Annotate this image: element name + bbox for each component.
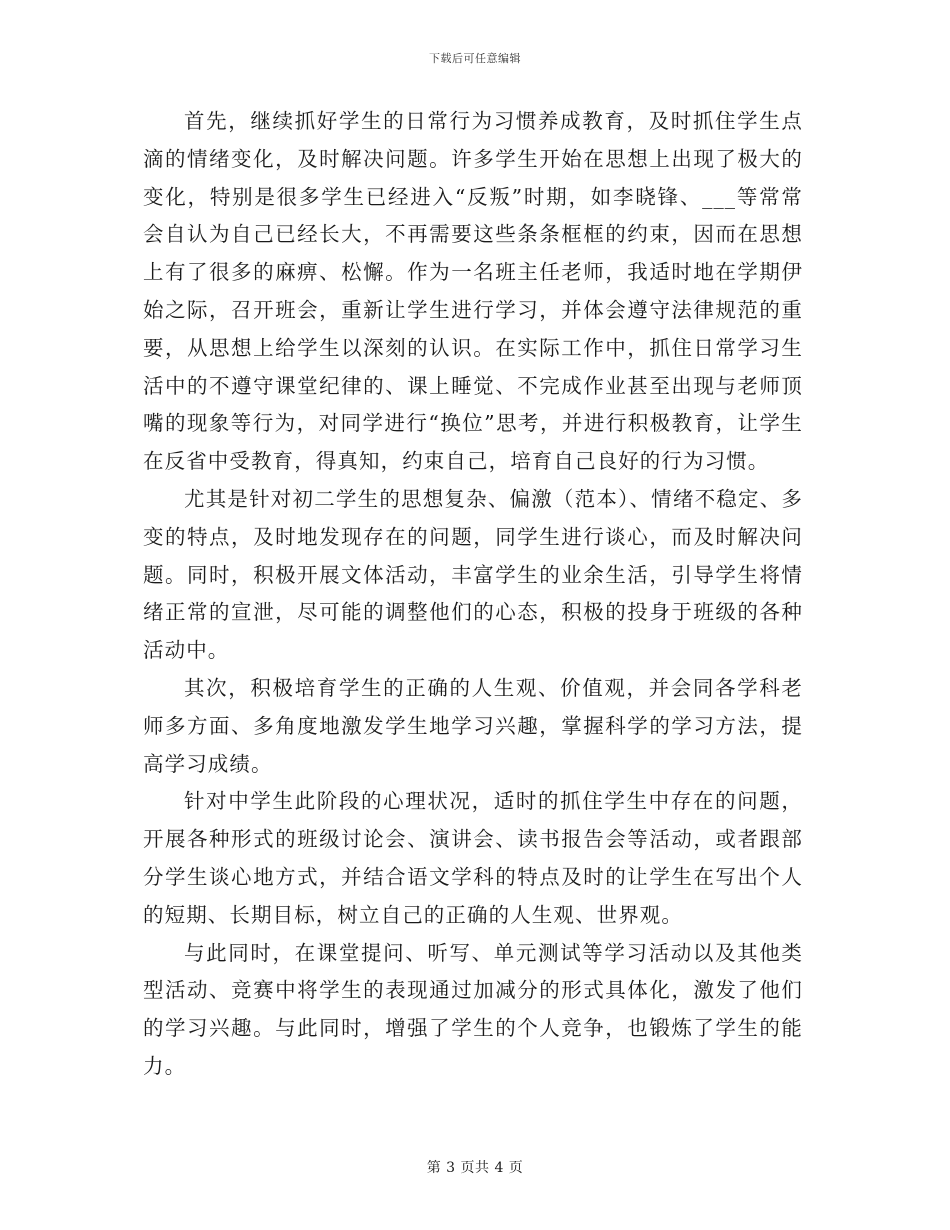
paragraph-4: 针对中学生此阶段的心理状况，适时的抓住学生中存在的问题，开展各种形式的班级讨论会、演讲会、读书报告会等活动，或者跟部分学生谈心地方式，并结合语文学科的特点及时的让学生在写出个人的短期、长期目标，树立自己的正确的人生观、世界观。 [143,789,803,927]
page-header: 下载后可任意编辑 [429,52,521,65]
paragraph-1: 首先，继续抓好学生的日常行为习惯养成教育，及时抓住学生点滴的情绪变化，及时解决问题。许多学生开始在思想上出现了极大的变化，特别是很多学生已经进入“反叛”时期，如李晓锋、___等常常会自认为自己已经长大，不再需要这些条条框框的约束，因而在思想上有了很多的麻痹、松懈。作为一名班主任老师，我适时地在学期伊始之际，召开班会，重新让学生进行学习，并体会遵守法律规范的重要，从思想上给学生以深刻的认识。在实际工作中，抓住日常学习生活中的不遵守课堂纪律的、课上睡觉、不完成作业甚至出现与老师顶嘴的现象等行为，对同学进行“换位”思考，并进行积极教育，让学生在反省中受教育，得真知，约束自己，培育自己良好的行为习惯。 [143,109,803,474]
paragraph-5: 与此同时，在课堂提问、听写、单元测试等学习活动以及其他类型活动、竞赛中将学生的表现通过加减分的形式具体化，激发了他们的学习兴趣。与此同时，增强了学生的个人竞争，也锻炼了学生的能力。 [143,940,803,1078]
document-body [143,103,803,1086]
page-footer: 第 3 页共 4 页 [426,1160,524,1176]
paragraph-3: 其次，积极培育学生的正确的人生观、价值观，并会同各学科老师多方面、多角度地激发学生地学习兴趣，掌握科学的学习方法，提高学习成绩。 [143,675,803,776]
paragraph-2: 尤其是针对初二学生的思想复杂、偏激（范本）、情绪不稳定、多变的特点，及时地发现存在的问题，同学生进行谈心，而及时解决问题。同时，积极开展文体活动，丰富学生的业余生活，引导学生将情绪正常的宣泄，尽可能的调整他们的心态，积极的投身于班级的各种活动中。 [143,486,803,663]
